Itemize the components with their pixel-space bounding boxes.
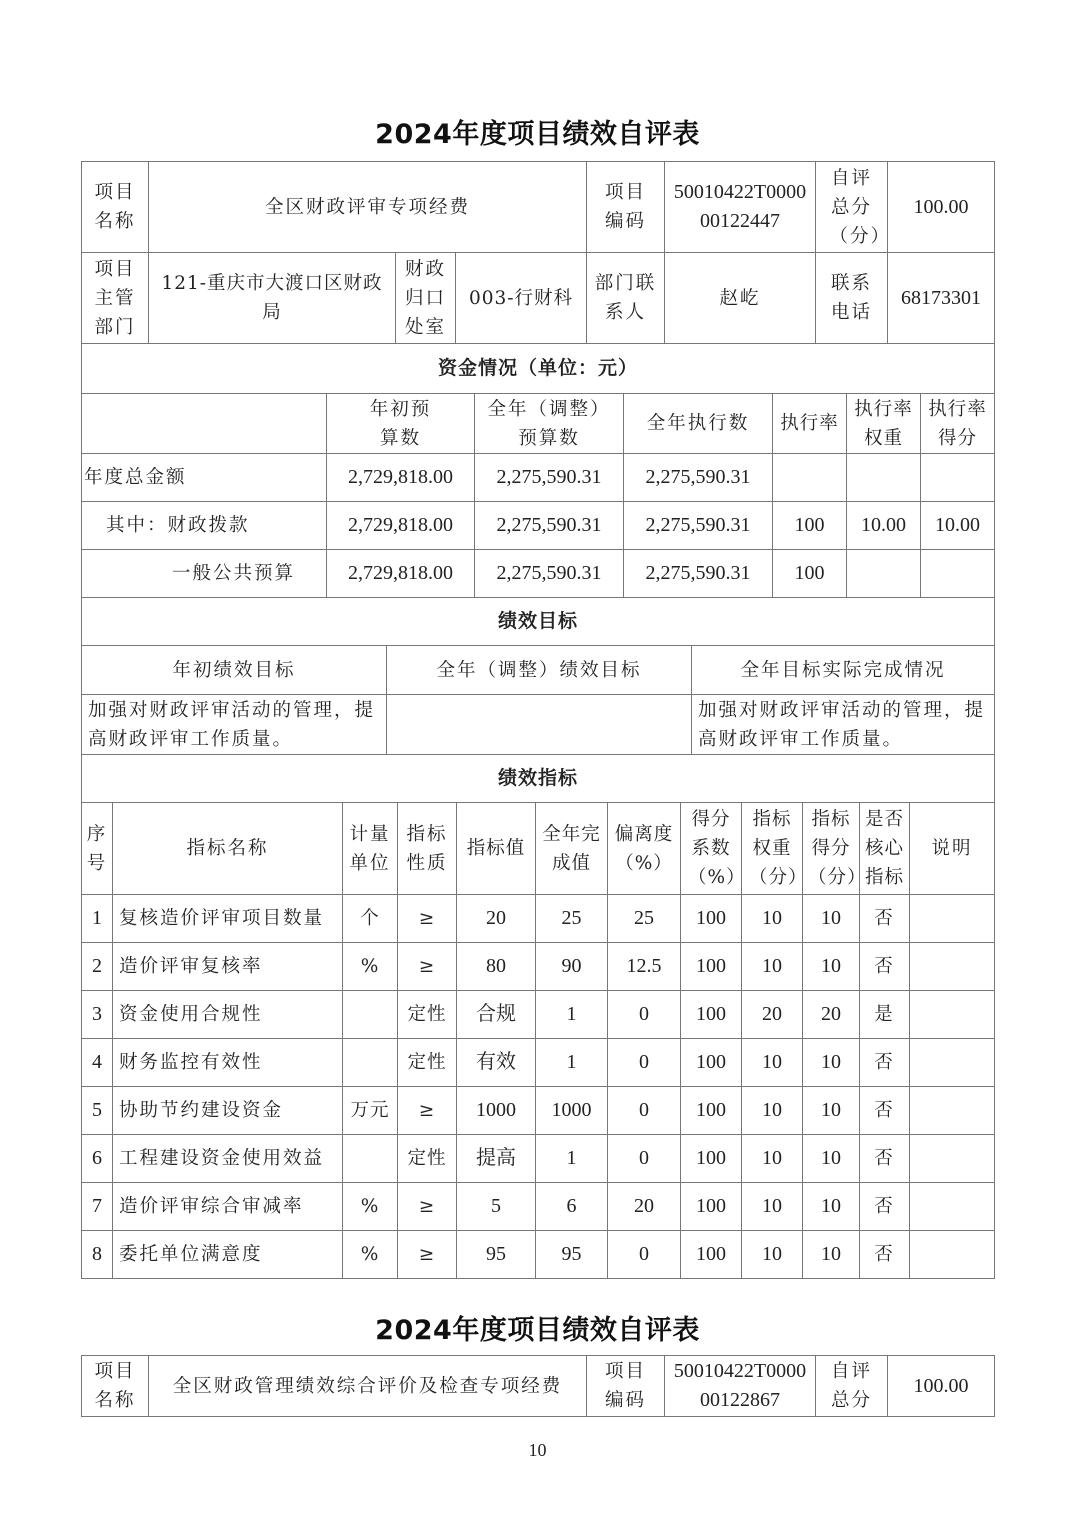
table2-title: 2024年度项目绩效自评表 — [375, 1315, 700, 1346]
indicator-core: 否 — [860, 943, 910, 991]
table1-title: 2024年度项目绩效自评表 — [375, 119, 700, 150]
goal-actual-text: 加强对财政评审活动的管理，提高财政评审工作质量。 — [692, 695, 995, 755]
indicator-coef: 100 — [681, 1039, 742, 1087]
indicator-score: 10 — [803, 1135, 860, 1183]
indicator-weight: 10 — [742, 1135, 803, 1183]
indicator-unit — [343, 1135, 398, 1183]
funds-row — [82, 502, 995, 550]
contact-value: 赵屹 — [665, 253, 816, 344]
indicator-target: 80 — [457, 943, 536, 991]
indicator-nature: ≥ — [398, 1183, 457, 1231]
indicator-no: 2 — [82, 943, 113, 991]
indicator-score: 10 — [803, 1087, 860, 1135]
contact-label: 部门联系人 — [587, 253, 665, 344]
indicator-note — [910, 943, 995, 991]
indicator-unit: 万元 — [343, 1087, 398, 1135]
indicator-no: 8 — [82, 1231, 113, 1279]
ind-header-unit: 计量单位 — [343, 803, 398, 895]
indicator-target: 合规 — [457, 991, 536, 1039]
indicator-deviation: 0 — [608, 1039, 681, 1087]
indicator-core: 否 — [860, 1039, 910, 1087]
office-label: 财政归口处室 — [396, 253, 456, 344]
goals-header-actual: 全年目标实际完成情况 — [692, 646, 995, 695]
indicator-target: 提高 — [457, 1135, 536, 1183]
indicator-name: 委托单位满意度 — [113, 1231, 343, 1279]
funds-row-label: 年度总金额 — [82, 454, 327, 502]
indicator-actual: 1 — [536, 991, 608, 1039]
ind-header-core: 是否核心指标 — [860, 803, 910, 895]
ind-header-target: 指标值 — [457, 803, 536, 895]
goals-header-adjusted: 全年（调整）绩效目标 — [387, 646, 692, 695]
indicator-core: 否 — [860, 895, 910, 943]
indicator-note — [910, 1231, 995, 1279]
indicator-deviation: 0 — [608, 1231, 681, 1279]
funds-row — [82, 454, 995, 502]
funds-header-rate: 执行率 — [773, 394, 847, 454]
indicator-no: 3 — [82, 991, 113, 1039]
indicator-name: 造价评审复核率 — [113, 943, 343, 991]
indicator-no: 5 — [82, 1087, 113, 1135]
indicator-core: 否 — [860, 1135, 910, 1183]
funds-row-label: 其中：财政拨款 — [82, 502, 327, 550]
indicator-row — [82, 1183, 995, 1231]
indicator-note — [910, 1135, 995, 1183]
indicator-deviation: 0 — [608, 991, 681, 1039]
indicator-row — [82, 895, 995, 943]
t2-score-label: 自评总分 — [816, 1356, 888, 1417]
indicator-score: 20 — [803, 991, 860, 1039]
dept-label: 项目主管部门 — [82, 253, 149, 344]
ind-header-deviation: 偏离度（%） — [608, 803, 681, 895]
indicator-unit: % — [343, 1183, 398, 1231]
indicator-no: 1 — [82, 895, 113, 943]
funds-header-executed: 全年执行数 — [624, 394, 773, 454]
indicator-target: 95 — [457, 1231, 536, 1279]
indicator-name: 协助节约建设资金 — [113, 1087, 343, 1135]
indicator-core: 否 — [860, 1231, 910, 1279]
indicator-actual: 1 — [536, 1039, 608, 1087]
funds-row-weight: 10.00 — [847, 502, 921, 550]
funds-row-initial: 2,729,818.00 — [327, 550, 475, 598]
indicator-note — [910, 1183, 995, 1231]
funds-row-score — [921, 454, 995, 502]
indicator-core: 否 — [860, 1087, 910, 1135]
indicator-note — [910, 1087, 995, 1135]
indicator-coef: 100 — [681, 1135, 742, 1183]
ind-header-coef: 得分系数（%） — [681, 803, 742, 895]
score-label: 自评总分（分） — [816, 162, 888, 253]
indicator-actual: 95 — [536, 1231, 608, 1279]
indicator-name: 财务监控有效性 — [113, 1039, 343, 1087]
indicator-name: 工程建设资金使用效益 — [113, 1135, 343, 1183]
funds-row-executed: 2,275,590.31 — [624, 550, 773, 598]
indicator-deviation: 0 — [608, 1087, 681, 1135]
funds-row — [82, 550, 995, 598]
indicator-coef: 100 — [681, 1183, 742, 1231]
goals-header-initial: 年初绩效目标 — [82, 646, 387, 695]
indicator-name: 造价评审综合审减率 — [113, 1183, 343, 1231]
office-value: 003-行财科 — [456, 253, 587, 344]
funds-row-weight — [847, 454, 921, 502]
funds-section-title: 资金情况（单位：元） — [82, 344, 995, 394]
ind-header-actual: 全年完成值 — [536, 803, 608, 895]
indicator-target: 20 — [457, 895, 536, 943]
indicator-weight: 20 — [742, 991, 803, 1039]
funds-row-initial: 2,729,818.00 — [327, 502, 475, 550]
funds-header-adjusted: 全年（调整）预算数 — [475, 394, 624, 454]
indicator-row — [82, 943, 995, 991]
indicator-nature: ≥ — [398, 895, 457, 943]
indicator-weight: 10 — [742, 1231, 803, 1279]
indicator-unit — [343, 991, 398, 1039]
indicator-no: 7 — [82, 1183, 113, 1231]
funds-row-adjusted: 2,275,590.31 — [475, 502, 624, 550]
indicator-deviation: 25 — [608, 895, 681, 943]
funds-header-blank — [82, 394, 327, 454]
indicator-note — [910, 895, 995, 943]
indicator-weight: 10 — [742, 1039, 803, 1087]
indicator-weight: 10 — [742, 895, 803, 943]
indicator-nature: 定性 — [398, 1135, 457, 1183]
indicator-unit: % — [343, 1231, 398, 1279]
project-code-value: 50010422T000000122447 — [665, 162, 816, 253]
t2-project-code-label: 项目编码 — [587, 1356, 665, 1417]
ind-header-name: 指标名称 — [113, 803, 343, 895]
indicator-nature: 定性 — [398, 991, 457, 1039]
indicator-deviation: 0 — [608, 1135, 681, 1183]
indicator-note — [910, 991, 995, 1039]
indicator-nature: 定性 — [398, 1039, 457, 1087]
funds-row-rate: 100 — [773, 550, 847, 598]
goal-adjusted-text — [387, 695, 692, 755]
indicator-no: 6 — [82, 1135, 113, 1183]
project-code-label: 项目编码 — [587, 162, 665, 253]
funds-header-weight: 执行率权重 — [847, 394, 921, 454]
goals-table — [81, 597, 995, 755]
t2-project-name-label: 项目名称 — [82, 1356, 149, 1417]
funds-row-initial: 2,729,818.00 — [327, 454, 475, 502]
indicator-actual: 6 — [536, 1183, 608, 1231]
indicator-name: 复核造价评审项目数量 — [113, 895, 343, 943]
indicator-score: 10 — [803, 895, 860, 943]
project-info-table — [81, 161, 995, 344]
indicator-score: 10 — [803, 1039, 860, 1087]
t2-score-value: 100.00 — [888, 1356, 995, 1417]
indicator-score: 10 — [803, 1231, 860, 1279]
indicator-row — [82, 1087, 995, 1135]
funds-row-label: 一般公共预算 — [82, 550, 327, 598]
funds-row-weight — [847, 550, 921, 598]
indicator-actual: 25 — [536, 895, 608, 943]
ind-header-weight: 指标权重（分） — [742, 803, 803, 895]
goals-section-title: 绩效目标 — [82, 598, 995, 646]
ind-header-nature: 指标性质 — [398, 803, 457, 895]
phone-value: 68173301 — [888, 253, 995, 344]
indicator-target: 1000 — [457, 1087, 536, 1135]
indicator-row — [82, 991, 995, 1039]
indicator-coef: 100 — [681, 895, 742, 943]
ind-header-note: 说明 — [910, 803, 995, 895]
project-info-table-2 — [81, 1355, 995, 1417]
funds-row-adjusted: 2,275,590.31 — [475, 454, 624, 502]
indicator-nature: ≥ — [398, 1231, 457, 1279]
indicator-score: 10 — [803, 943, 860, 991]
t2-project-code-value: 50010422T000000122867 — [665, 1356, 816, 1417]
funds-row-score: 10.00 — [921, 502, 995, 550]
indicator-no: 4 — [82, 1039, 113, 1087]
ind-header-score: 指标得分（分） — [803, 803, 860, 895]
funds-row-executed: 2,275,590.31 — [624, 502, 773, 550]
indicator-nature: ≥ — [398, 1087, 457, 1135]
indicator-row — [82, 1039, 995, 1087]
indicators-table — [81, 754, 995, 1279]
indicator-nature: ≥ — [398, 943, 457, 991]
phone-label: 联系电话 — [816, 253, 888, 344]
project-name-label: 项目名称 — [82, 162, 149, 253]
indicator-target: 有效 — [457, 1039, 536, 1087]
funds-header-initial: 年初预算数 — [327, 394, 475, 454]
indicator-actual: 90 — [536, 943, 608, 991]
score-value: 100.00 — [888, 162, 995, 253]
ind-header-no: 序号 — [82, 803, 113, 895]
indicator-unit: 个 — [343, 895, 398, 943]
indicator-actual: 1000 — [536, 1087, 608, 1135]
indicator-name: 资金使用合规性 — [113, 991, 343, 1039]
indicator-deviation: 12.5 — [608, 943, 681, 991]
indicator-coef: 100 — [681, 943, 742, 991]
indicator-score: 10 — [803, 1183, 860, 1231]
funds-row-rate — [773, 454, 847, 502]
indicator-row — [82, 1231, 995, 1279]
indicator-weight: 10 — [742, 1183, 803, 1231]
funds-header-score: 执行率得分 — [921, 394, 995, 454]
indicator-coef: 100 — [681, 1231, 742, 1279]
indicator-unit — [343, 1039, 398, 1087]
indicator-target: 5 — [457, 1183, 536, 1231]
t2-project-name-value: 全区财政管理绩效综合评价及检查专项经费 — [149, 1356, 587, 1417]
funds-row-executed: 2,275,590.31 — [624, 454, 773, 502]
indicator-row — [82, 1135, 995, 1183]
indicator-core: 是 — [860, 991, 910, 1039]
indicator-deviation: 20 — [608, 1183, 681, 1231]
page-number: 10 — [528, 1440, 547, 1460]
indicator-coef: 100 — [681, 991, 742, 1039]
dept-value: 121-重庆市大渡口区财政局 — [149, 253, 396, 344]
indicator-coef: 100 — [681, 1087, 742, 1135]
funds-table — [81, 343, 995, 598]
funds-row-rate: 100 — [773, 502, 847, 550]
project-name-value: 全区财政评审专项经费 — [149, 162, 587, 253]
funds-row-adjusted: 2,275,590.31 — [475, 550, 624, 598]
indicator-weight: 10 — [742, 1087, 803, 1135]
indicator-actual: 1 — [536, 1135, 608, 1183]
indicator-weight: 10 — [742, 943, 803, 991]
indicator-note — [910, 1039, 995, 1087]
indicator-unit: % — [343, 943, 398, 991]
indicators-section-title: 绩效指标 — [82, 755, 995, 803]
funds-row-score — [921, 550, 995, 598]
goal-initial-text: 加强对财政评审活动的管理，提高财政评审工作质量。 — [82, 695, 387, 755]
indicator-core: 否 — [860, 1183, 910, 1231]
